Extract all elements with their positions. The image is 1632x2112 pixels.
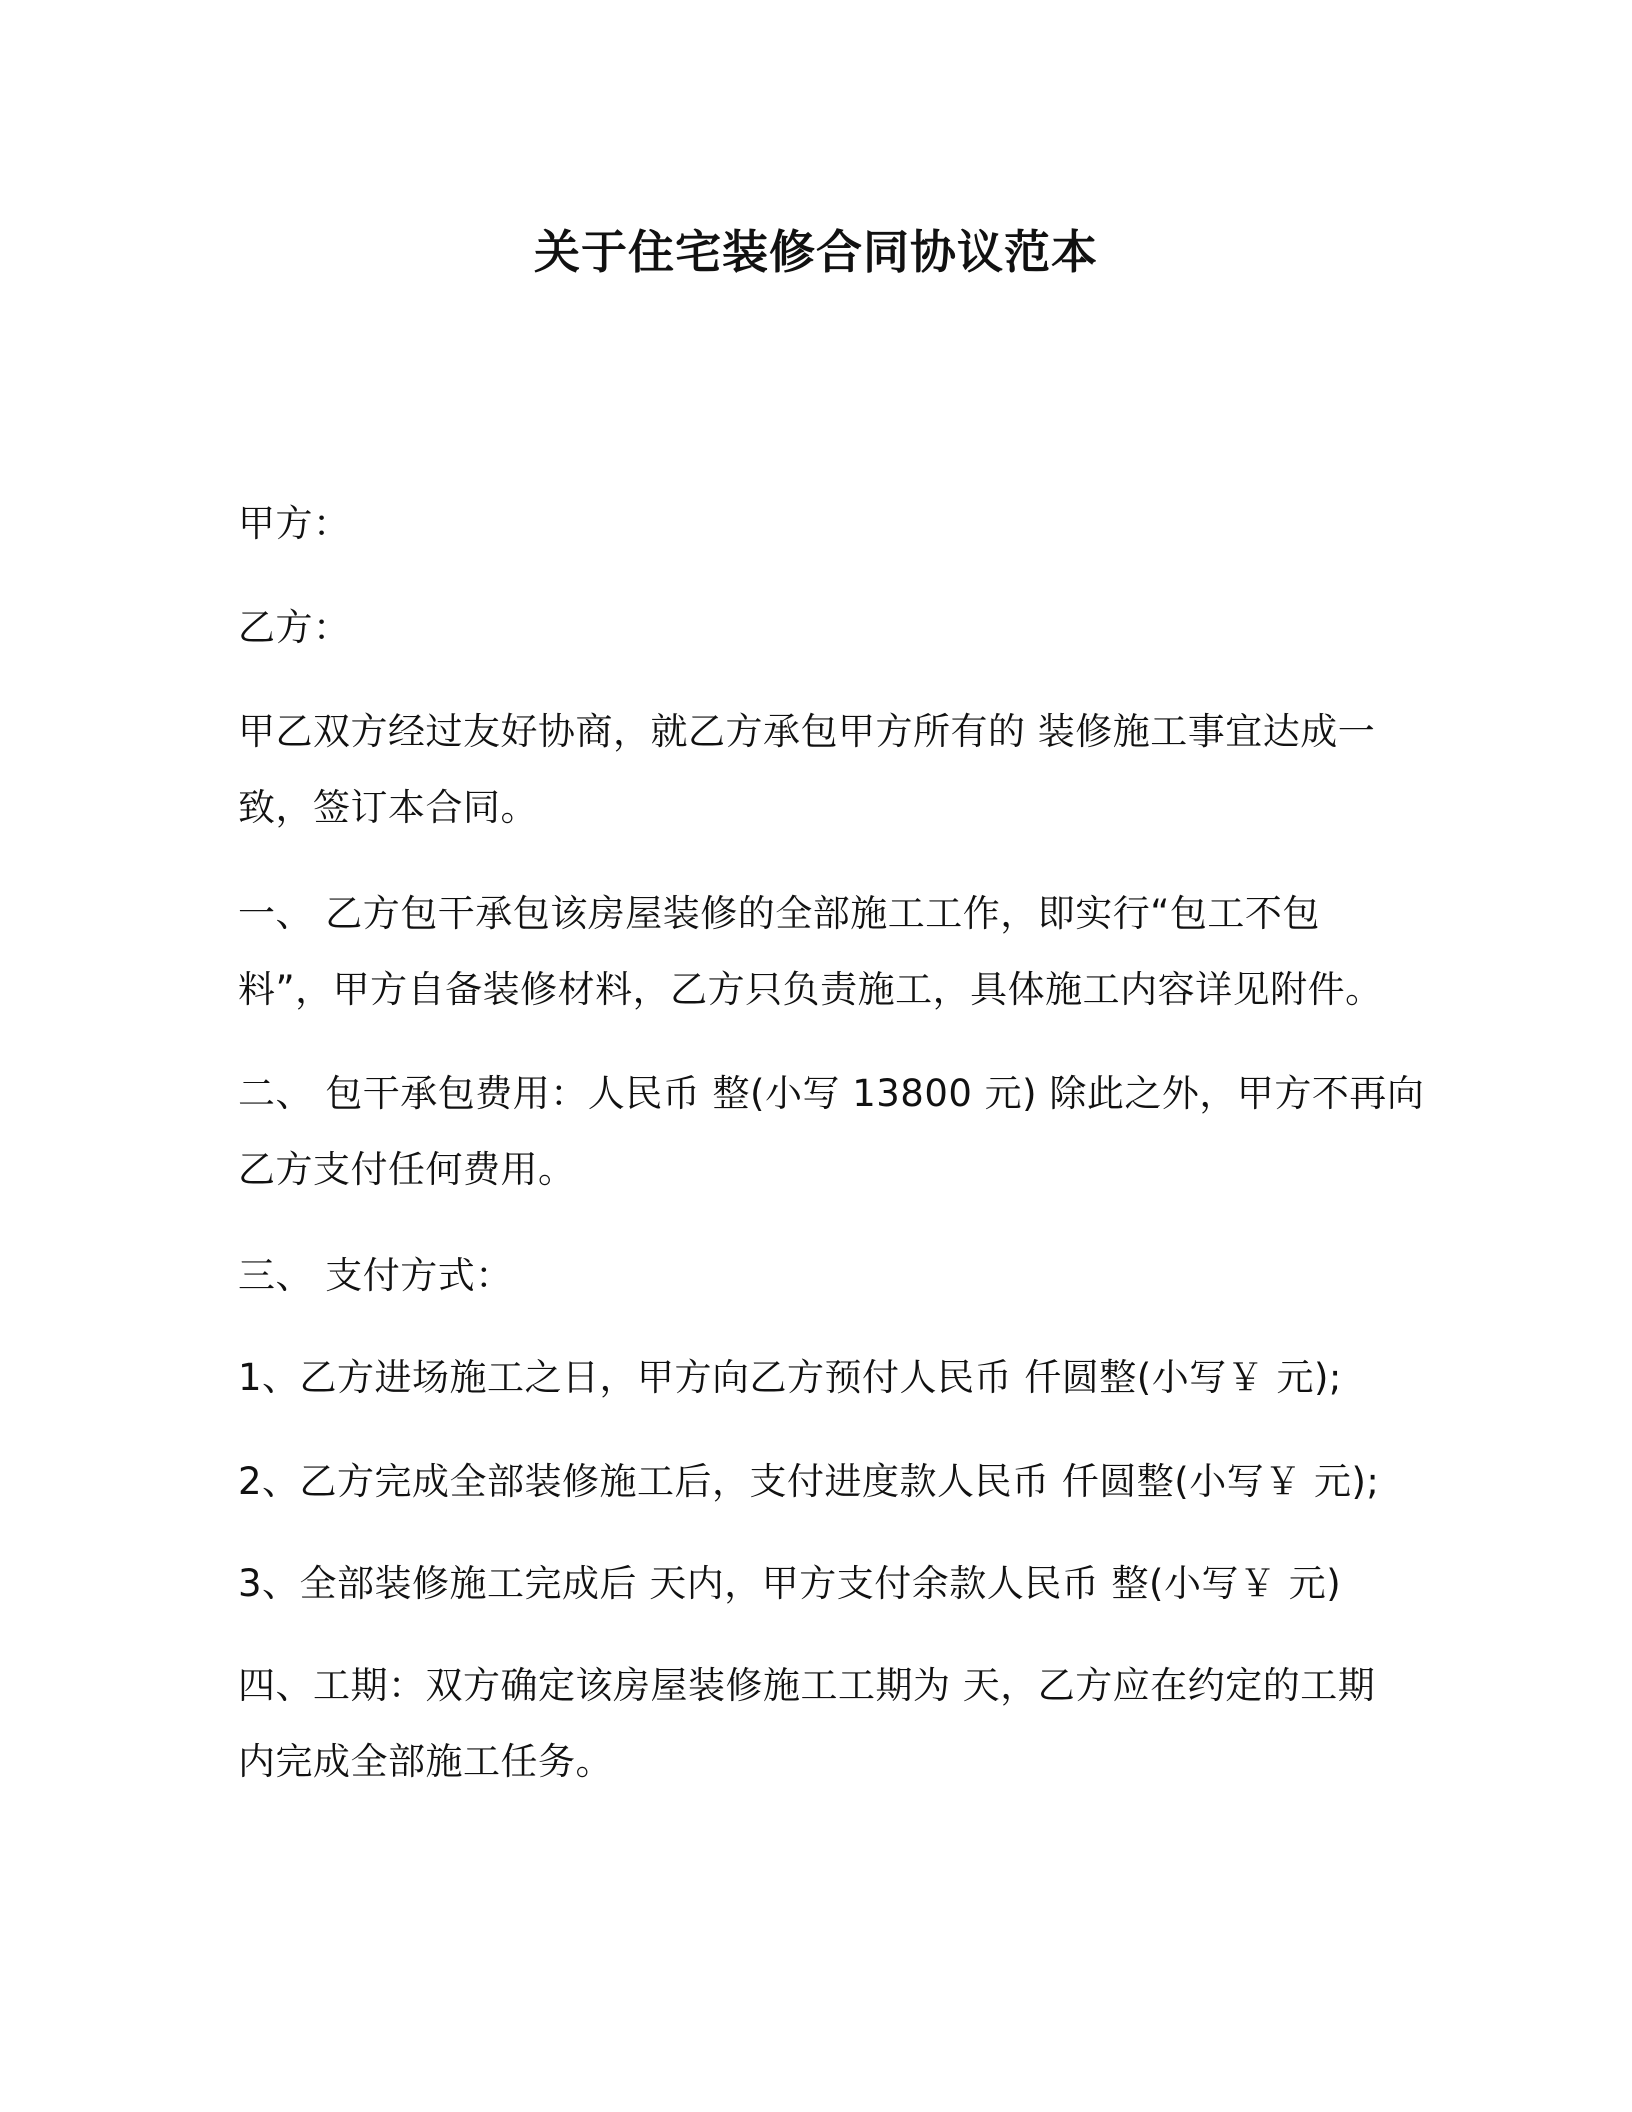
clause-4-line-2: 内完成全部施工任务。 (238, 1740, 613, 1783)
intro-paragraph (238, 694, 1388, 846)
intro-line-1: 甲乙双方经过友好协商，就乙方承包甲方所有的 装修施工事宜达成一 (238, 710, 1376, 753)
party-a-label: 甲方： (238, 502, 351, 545)
clause-2-paragraph (238, 1056, 1425, 1208)
clause-1-line-2: 料”，甲方自备装修材料，乙方只负责施工，具体施工内容详见附件。 (238, 968, 1383, 1011)
payment-item-1: 1、乙方进场施工之日，甲方向乙方预付人民币 仟圆整(小写￥ 元); (238, 1356, 1342, 1399)
clause-3-heading: 三、 支付方式： (238, 1254, 513, 1297)
party-b-label: 乙方： (238, 606, 351, 649)
clause-1-line-1: 一、 乙方包干承包该房屋装修的全部施工工作，即实行“包工不包 (238, 892, 1320, 935)
clause-4-line-1: 四、工期：双方确定该房屋装修施工工期为 天，乙方应在约定的工期 (238, 1664, 1376, 1707)
clause-2-line-1: 二、 包干承包费用：人民币 整(小写 13800 元) 除此之外，甲方不再向 (238, 1072, 1425, 1115)
payment-item-3: 3、全部装修施工完成后 天内，甲方支付余款人民币 整(小写￥ 元) (238, 1562, 1342, 1605)
clause-2-line-2: 乙方支付任何费用。 (238, 1148, 576, 1191)
intro-line-2: 致，签订本合同。 (238, 786, 538, 829)
clause-4-paragraph (238, 1648, 1388, 1800)
clause-1-paragraph (238, 876, 1388, 1028)
document-title: 关于住宅装修合同协议范本 (534, 225, 1098, 279)
payment-item-2: 2、乙方完成全部装修施工后，支付进度款人民币 仟圆整(小写￥ 元); (238, 1460, 1380, 1503)
